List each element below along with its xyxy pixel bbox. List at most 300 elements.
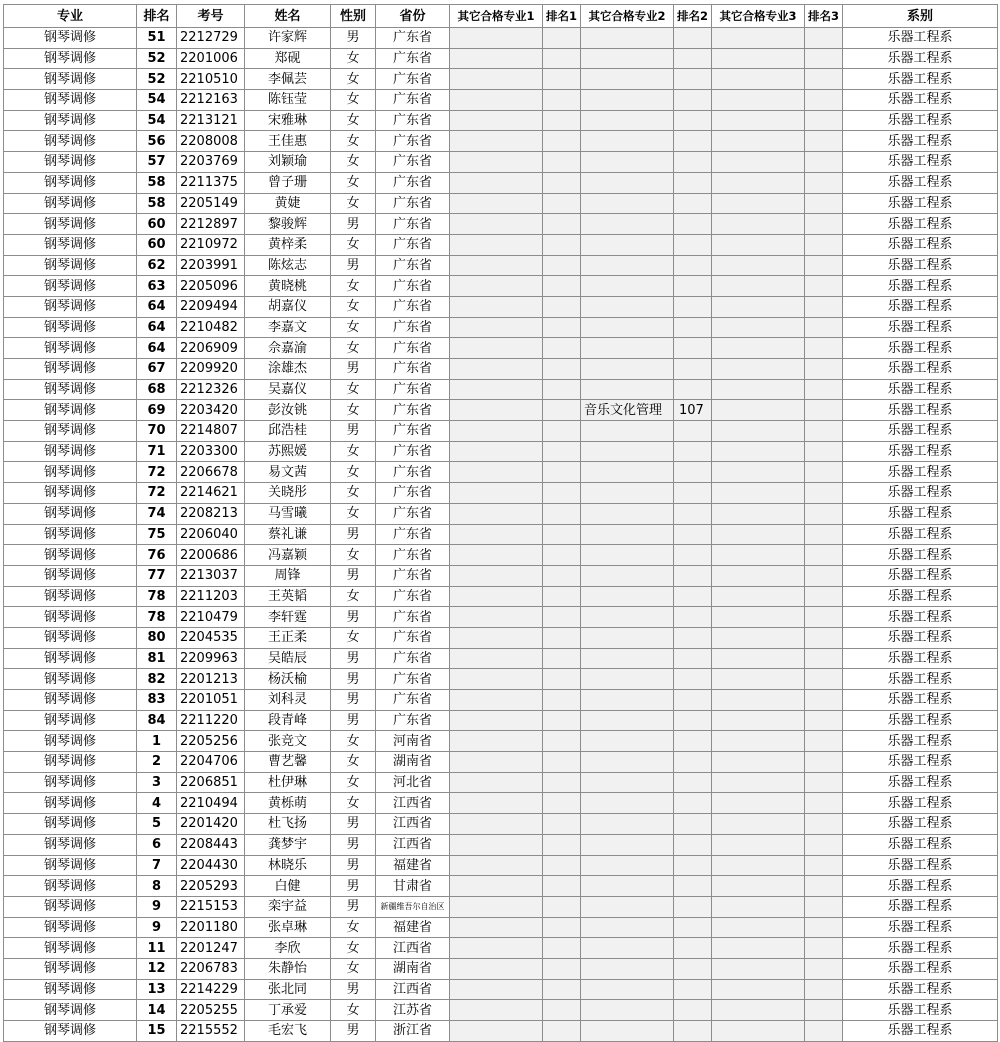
department-cell: 乐器工程系 — [843, 28, 998, 49]
other-major-1-cell — [450, 296, 543, 317]
rank-2-cell — [674, 586, 712, 607]
rank-2-cell — [674, 28, 712, 49]
rank-2-cell — [674, 855, 712, 876]
major-cell: 钢琴调修 — [4, 586, 137, 607]
rank-1-cell — [543, 627, 581, 648]
table-row — [4, 421, 998, 442]
rank-1-cell — [543, 90, 581, 111]
other-major-2-cell — [581, 690, 674, 711]
rank-cell: 9 — [137, 896, 177, 917]
rank-3-cell — [805, 317, 843, 338]
table-row — [4, 565, 998, 586]
rank-3-cell — [805, 1000, 843, 1021]
province-cell: 广东省 — [376, 234, 450, 255]
gender-cell: 男 — [331, 607, 376, 628]
rank-2-cell — [674, 1000, 712, 1021]
rank-3-cell — [805, 28, 843, 49]
other-major-1-cell — [450, 255, 543, 276]
other-major-2-cell — [581, 814, 674, 835]
rank-2-cell — [674, 131, 712, 152]
other-major-3-cell — [712, 234, 805, 255]
major-cell: 钢琴调修 — [4, 69, 137, 90]
rank-2-cell — [674, 172, 712, 193]
rank-3-cell — [805, 917, 843, 938]
rank-1-cell — [543, 752, 581, 773]
exam-no-cell: 2210494 — [177, 793, 245, 814]
table-row — [4, 28, 998, 49]
other-major-1-cell — [450, 545, 543, 566]
rank-1-cell — [543, 131, 581, 152]
province-cell: 广东省 — [376, 317, 450, 338]
exam-no-cell: 2204706 — [177, 752, 245, 773]
other-major-2-cell — [581, 669, 674, 690]
header-exam-no: 考号 — [177, 5, 245, 28]
rank-3-cell — [805, 359, 843, 380]
rank-1-cell — [543, 69, 581, 90]
table-row — [4, 69, 998, 90]
major-cell: 钢琴调修 — [4, 317, 137, 338]
province-cell: 广东省 — [376, 172, 450, 193]
table-row — [4, 834, 998, 855]
rank-1-cell — [543, 690, 581, 711]
exam-no-cell: 2213037 — [177, 565, 245, 586]
department-cell: 乐器工程系 — [843, 669, 998, 690]
exam-no-cell: 2206783 — [177, 958, 245, 979]
other-major-3-cell — [712, 214, 805, 235]
other-major-1-cell — [450, 503, 543, 524]
other-major-3-cell — [712, 710, 805, 731]
gender-cell: 女 — [331, 276, 376, 297]
other-major-3-cell — [712, 896, 805, 917]
other-major-3-cell — [712, 648, 805, 669]
exam-no-cell: 2208008 — [177, 131, 245, 152]
rank-2-cell — [674, 296, 712, 317]
other-major-3-cell — [712, 276, 805, 297]
name-cell: 易文茜 — [245, 462, 331, 483]
table-row — [4, 462, 998, 483]
rank-1-cell — [543, 234, 581, 255]
other-major-3-cell — [712, 359, 805, 380]
name-cell: 林晓乐 — [245, 855, 331, 876]
rank-2-cell — [674, 462, 712, 483]
rank-2-cell — [674, 814, 712, 835]
province-cell: 广东省 — [376, 503, 450, 524]
department-cell: 乐器工程系 — [843, 917, 998, 938]
rank-cell: 72 — [137, 483, 177, 504]
name-cell: 刘颖瑜 — [245, 152, 331, 173]
rank-3-cell — [805, 545, 843, 566]
exam-no-cell: 2205293 — [177, 876, 245, 897]
other-major-1-cell — [450, 938, 543, 959]
name-cell: 彭汝铫 — [245, 400, 331, 421]
gender-cell: 女 — [331, 503, 376, 524]
rank-2-cell — [674, 648, 712, 669]
other-major-2-cell — [581, 172, 674, 193]
province-cell: 广东省 — [376, 524, 450, 545]
other-major-3-cell — [712, 607, 805, 628]
other-major-2-cell — [581, 152, 674, 173]
rank-3-cell — [805, 276, 843, 297]
other-major-3-cell — [712, 565, 805, 586]
name-cell: 曹艺馨 — [245, 752, 331, 773]
department-cell: 乐器工程系 — [843, 524, 998, 545]
province-cell: 广东省 — [376, 359, 450, 380]
rank-cell: 71 — [137, 441, 177, 462]
other-major-2-cell — [581, 234, 674, 255]
other-major-2-cell — [581, 586, 674, 607]
province-cell: 广东省 — [376, 110, 450, 131]
rank-cell: 51 — [137, 28, 177, 49]
other-major-1-cell — [450, 814, 543, 835]
other-major-1-cell — [450, 876, 543, 897]
gender-cell: 女 — [331, 772, 376, 793]
exam-no-cell: 2205096 — [177, 276, 245, 297]
major-cell: 钢琴调修 — [4, 814, 137, 835]
major-cell: 钢琴调修 — [4, 400, 137, 421]
rank-cell: 60 — [137, 214, 177, 235]
major-cell: 钢琴调修 — [4, 152, 137, 173]
rank-2-cell — [674, 110, 712, 131]
name-cell: 杜飞扬 — [245, 814, 331, 835]
other-major-3-cell — [712, 917, 805, 938]
other-major-2-cell — [581, 131, 674, 152]
rank-cell: 52 — [137, 69, 177, 90]
major-cell: 钢琴调修 — [4, 752, 137, 773]
table-row — [4, 938, 998, 959]
province-cell: 河南省 — [376, 731, 450, 752]
rank-2-cell — [674, 503, 712, 524]
header-rank: 排名 — [137, 5, 177, 28]
other-major-3-cell — [712, 772, 805, 793]
rank-cell: 82 — [137, 669, 177, 690]
major-cell: 钢琴调修 — [4, 834, 137, 855]
name-cell: 张竞文 — [245, 731, 331, 752]
name-cell: 龚梦宇 — [245, 834, 331, 855]
department-cell: 乐器工程系 — [843, 979, 998, 1000]
major-cell: 钢琴调修 — [4, 421, 137, 442]
other-major-2-cell — [581, 483, 674, 504]
exam-no-cell: 2210972 — [177, 234, 245, 255]
rank-1-cell — [543, 565, 581, 586]
rank-3-cell — [805, 379, 843, 400]
gender-cell: 女 — [331, 400, 376, 421]
province-cell: 湖南省 — [376, 752, 450, 773]
table-row — [4, 152, 998, 173]
header-province: 省份 — [376, 5, 450, 28]
name-cell: 毛宏飞 — [245, 1021, 331, 1042]
rank-cell: 14 — [137, 1000, 177, 1021]
rank-cell: 68 — [137, 379, 177, 400]
department-cell: 乐器工程系 — [843, 627, 998, 648]
major-cell: 钢琴调修 — [4, 172, 137, 193]
rank-cell: 62 — [137, 255, 177, 276]
rank-2-cell — [674, 1021, 712, 1042]
rank-cell: 84 — [137, 710, 177, 731]
rank-3-cell — [805, 524, 843, 545]
table-row — [4, 317, 998, 338]
rank-cell: 15 — [137, 1021, 177, 1042]
other-major-2-cell — [581, 110, 674, 131]
gender-cell: 女 — [331, 379, 376, 400]
major-cell: 钢琴调修 — [4, 524, 137, 545]
department-cell: 乐器工程系 — [843, 462, 998, 483]
other-major-1-cell — [450, 690, 543, 711]
table-row — [4, 524, 998, 545]
major-cell: 钢琴调修 — [4, 483, 137, 504]
rank-2-cell — [674, 48, 712, 69]
other-major-2-cell — [581, 731, 674, 752]
rank-2-cell — [674, 731, 712, 752]
other-major-1-cell — [450, 379, 543, 400]
rank-cell: 6 — [137, 834, 177, 855]
rank-cell: 5 — [137, 814, 177, 835]
other-major-2-cell — [581, 379, 674, 400]
table-row — [4, 193, 998, 214]
major-cell: 钢琴调修 — [4, 690, 137, 711]
rank-2-cell — [674, 524, 712, 545]
rank-2-cell — [674, 441, 712, 462]
gender-cell: 男 — [331, 834, 376, 855]
department-cell: 乐器工程系 — [843, 379, 998, 400]
other-major-3-cell — [712, 1021, 805, 1042]
gender-cell: 女 — [331, 483, 376, 504]
rank-2-cell — [674, 938, 712, 959]
table-row — [4, 276, 998, 297]
other-major-2-cell — [581, 752, 674, 773]
rank-1-cell — [543, 379, 581, 400]
name-cell: 关晓彤 — [245, 483, 331, 504]
rank-cell: 8 — [137, 876, 177, 897]
rank-3-cell — [805, 690, 843, 711]
rank-3-cell — [805, 48, 843, 69]
other-major-3-cell — [712, 441, 805, 462]
other-major-2-cell — [581, 193, 674, 214]
rank-2-cell — [674, 669, 712, 690]
department-cell: 乐器工程系 — [843, 876, 998, 897]
rank-1-cell — [543, 1000, 581, 1021]
other-major-3-cell — [712, 317, 805, 338]
rank-1-cell — [543, 48, 581, 69]
province-cell: 广东省 — [376, 152, 450, 173]
name-cell: 佘嘉渝 — [245, 338, 331, 359]
other-major-2-cell — [581, 359, 674, 380]
other-major-1-cell — [450, 172, 543, 193]
name-cell: 吴嘉仪 — [245, 379, 331, 400]
major-cell: 钢琴调修 — [4, 958, 137, 979]
rank-2-cell — [674, 255, 712, 276]
department-cell: 乐器工程系 — [843, 855, 998, 876]
exam-no-cell: 2214807 — [177, 421, 245, 442]
other-major-1-cell — [450, 1000, 543, 1021]
header-major: 专业 — [4, 5, 137, 28]
department-cell: 乐器工程系 — [843, 421, 998, 442]
gender-cell: 男 — [331, 421, 376, 442]
header-other-major-2: 其它合格专业2 — [581, 5, 674, 28]
name-cell: 苏熙媛 — [245, 441, 331, 462]
other-major-1-cell — [450, 193, 543, 214]
header-gender: 性别 — [331, 5, 376, 28]
rank-1-cell — [543, 669, 581, 690]
rank-2-cell — [674, 917, 712, 938]
major-cell: 钢琴调修 — [4, 296, 137, 317]
department-cell: 乐器工程系 — [843, 958, 998, 979]
rank-cell: 13 — [137, 979, 177, 1000]
rank-2-cell — [674, 690, 712, 711]
other-major-2-cell — [581, 627, 674, 648]
other-major-2-cell — [581, 565, 674, 586]
table-row — [4, 48, 998, 69]
other-major-3-cell — [712, 131, 805, 152]
name-cell: 蔡礼谦 — [245, 524, 331, 545]
rank-1-cell — [543, 834, 581, 855]
other-major-1-cell — [450, 586, 543, 607]
other-major-2-cell — [581, 979, 674, 1000]
other-major-3-cell — [712, 90, 805, 111]
rank-2-cell — [674, 234, 712, 255]
gender-cell: 男 — [331, 896, 376, 917]
major-cell: 钢琴调修 — [4, 48, 137, 69]
table-row — [4, 131, 998, 152]
rank-1-cell — [543, 793, 581, 814]
other-major-1-cell — [450, 731, 543, 752]
department-cell: 乐器工程系 — [843, 710, 998, 731]
header-other-major-1: 其它合格专业1 — [450, 5, 543, 28]
other-major-2-cell — [581, 855, 674, 876]
name-cell: 吴皓辰 — [245, 648, 331, 669]
gender-cell: 女 — [331, 752, 376, 773]
other-major-3-cell — [712, 669, 805, 690]
rank-2-cell — [674, 607, 712, 628]
other-major-1-cell — [450, 710, 543, 731]
province-cell: 广东省 — [376, 276, 450, 297]
table-row — [4, 896, 998, 917]
gender-cell: 女 — [331, 731, 376, 752]
table-row — [4, 379, 998, 400]
rank-1-cell — [543, 524, 581, 545]
major-cell: 钢琴调修 — [4, 876, 137, 897]
province-cell: 广东省 — [376, 214, 450, 235]
other-major-2-cell — [581, 338, 674, 359]
rank-1-cell — [543, 441, 581, 462]
province-cell: 江西省 — [376, 979, 450, 1000]
rank-1-cell — [543, 814, 581, 835]
province-cell: 河北省 — [376, 772, 450, 793]
other-major-2-cell — [581, 255, 674, 276]
other-major-3-cell — [712, 855, 805, 876]
exam-no-cell: 2204430 — [177, 855, 245, 876]
province-cell: 广东省 — [376, 338, 450, 359]
name-cell: 白健 — [245, 876, 331, 897]
other-major-3-cell — [712, 193, 805, 214]
province-cell: 广东省 — [376, 462, 450, 483]
rank-2-cell — [674, 338, 712, 359]
major-cell: 钢琴调修 — [4, 193, 137, 214]
other-major-2-cell — [581, 28, 674, 49]
table-row — [4, 979, 998, 1000]
table-row — [4, 545, 998, 566]
other-major-1-cell — [450, 958, 543, 979]
department-cell: 乐器工程系 — [843, 503, 998, 524]
rank-cell: 54 — [137, 90, 177, 111]
rank-3-cell — [805, 441, 843, 462]
gender-cell: 女 — [331, 338, 376, 359]
department-cell: 乐器工程系 — [843, 90, 998, 111]
other-major-1-cell — [450, 317, 543, 338]
other-major-1-cell — [450, 1021, 543, 1042]
other-major-3-cell — [712, 152, 805, 173]
exam-no-cell: 2209920 — [177, 359, 245, 380]
name-cell: 邱浩桂 — [245, 421, 331, 442]
other-major-2-cell — [581, 607, 674, 628]
other-major-3-cell — [712, 296, 805, 317]
gender-cell: 男 — [331, 1021, 376, 1042]
other-major-3-cell — [712, 834, 805, 855]
gender-cell: 男 — [331, 255, 376, 276]
gender-cell: 女 — [331, 627, 376, 648]
exam-no-cell: 2211220 — [177, 710, 245, 731]
exam-no-cell: 2215552 — [177, 1021, 245, 1042]
other-major-1-cell — [450, 752, 543, 773]
rank-cell: 58 — [137, 193, 177, 214]
name-cell: 朱静怡 — [245, 958, 331, 979]
exam-no-cell: 2203991 — [177, 255, 245, 276]
other-major-1-cell — [450, 234, 543, 255]
gender-cell: 男 — [331, 710, 376, 731]
table-row — [4, 296, 998, 317]
other-major-2-cell — [581, 296, 674, 317]
other-major-2-cell — [581, 462, 674, 483]
rank-2-cell — [674, 710, 712, 731]
province-cell: 广东省 — [376, 193, 450, 214]
other-major-1-cell — [450, 855, 543, 876]
province-cell: 新疆维吾尔自治区 — [376, 896, 450, 917]
rank-2-cell — [674, 834, 712, 855]
major-cell: 钢琴调修 — [4, 359, 137, 380]
department-cell: 乐器工程系 — [843, 296, 998, 317]
rank-cell: 77 — [137, 565, 177, 586]
department-cell: 乐器工程系 — [843, 565, 998, 586]
rank-1-cell — [543, 958, 581, 979]
gender-cell: 男 — [331, 28, 376, 49]
rank-1-cell — [543, 855, 581, 876]
rank-3-cell — [805, 234, 843, 255]
name-cell: 栾宇益 — [245, 896, 331, 917]
rank-1-cell — [543, 152, 581, 173]
other-major-2-cell — [581, 69, 674, 90]
gender-cell: 女 — [331, 586, 376, 607]
department-cell: 乐器工程系 — [843, 896, 998, 917]
other-major-1-cell — [450, 69, 543, 90]
header-row — [4, 5, 998, 28]
rank-2-cell: 107 — [674, 400, 712, 421]
table-row — [4, 607, 998, 628]
major-cell: 钢琴调修 — [4, 90, 137, 111]
major-cell: 钢琴调修 — [4, 917, 137, 938]
other-major-1-cell — [450, 896, 543, 917]
rank-2-cell — [674, 896, 712, 917]
rank-1-cell — [543, 607, 581, 628]
name-cell: 张北同 — [245, 979, 331, 1000]
exam-no-cell: 2212897 — [177, 214, 245, 235]
province-cell: 广东省 — [376, 28, 450, 49]
province-cell: 广东省 — [376, 483, 450, 504]
other-major-2-cell — [581, 772, 674, 793]
exam-no-cell: 2206851 — [177, 772, 245, 793]
other-major-1-cell — [450, 421, 543, 442]
province-cell: 江西省 — [376, 793, 450, 814]
other-major-2-cell — [581, 545, 674, 566]
rank-cell: 70 — [137, 421, 177, 442]
